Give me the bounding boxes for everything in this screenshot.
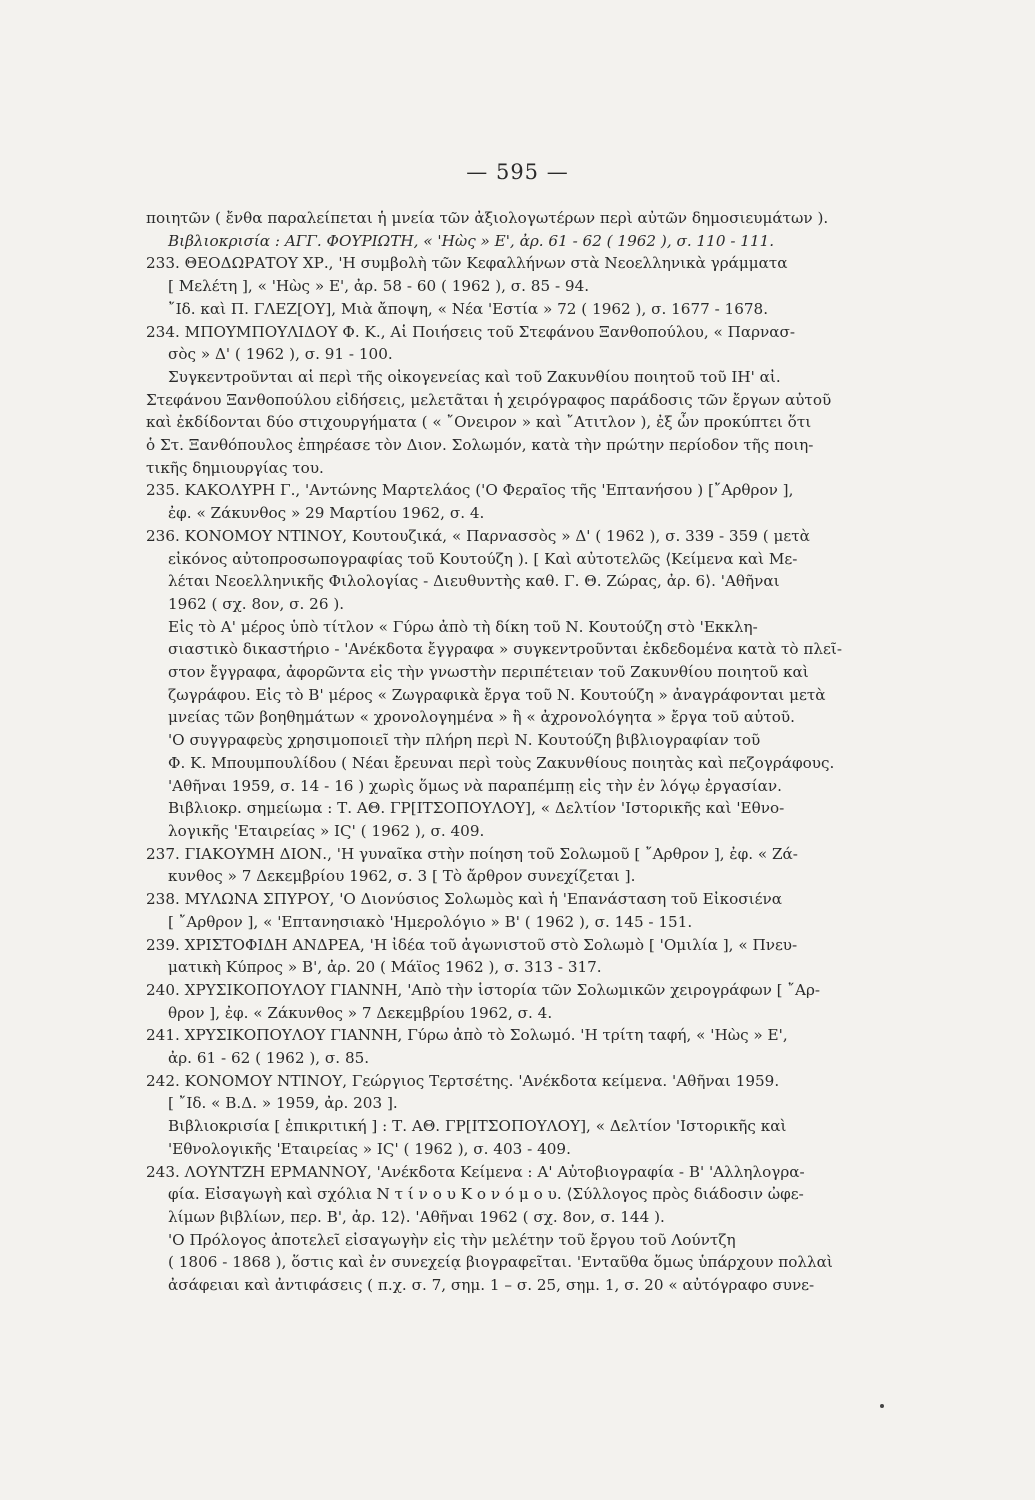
text-line: ζωγράφου. Εἰς τὸ Β' μέρος « Ζωγραφικὰ ἔργα τοῦ Ν. Κουτούζη » ἀναγράφονται μετὰ	[168, 685, 826, 704]
entry-240: 240. ΧΡΥΣΙΚΟΠΟΥΛΟΥ ΓΙΑΝΝΗ, 'Απὸ τὴν ἱστορία τῶν Σολωμικῶν χειρογράφων [ ῎Αρ-	[146, 980, 821, 999]
text-line: [ ῎Αρθρον ], « 'Επτανησιακὸ 'Ημερολόγιο » Β' ( 1962 ), σ. 145 - 151.	[168, 912, 693, 931]
text-line: Βιβλιοκρισία [ ἐπικριτική ] : Τ. ΑΘ. ΓΡ[ΙΤΣΟΠΟΥΛΟΥ], « Δελτίον 'Ιστορικῆς καὶ	[168, 1117, 787, 1136]
entry-242: 242. ΚΟΝΟΜΟΥ ΝΤΙΝΟΥ, Γεώργιος Τερτσέτης. 'Ανέκδοτα κείμενα. 'Αθῆναι 1959.	[146, 1071, 780, 1090]
text-line: λίμων βιβλίων, περ. Β', ἀρ. 12⟩. 'Αθῆναι 1962 ( σχ. 8ον, σ. 144 ).	[168, 1207, 665, 1226]
text-line: λογικῆς 'Εταιρείας » ΙϚ' ( 1962 ), σ. 409.	[168, 821, 485, 840]
text-line: μνείας τῶν βοηθημάτων « χρονολογημένα » ἢ « ἀχρονολόγητα » ἔργα τοῦ αὐτοῦ.	[168, 708, 795, 727]
text-line: ( 1806 - 1868 ), ὅστις καὶ ἐν συνεχείᾳ βιογραφεῖται. 'Ενταῦθα ὅμως ὑπάρχουν πολλαὶ	[168, 1253, 833, 1272]
entry-233: 233. ΘΕΟΔΩΡΑΤΟΥ ΧΡ., 'Η συμβολὴ τῶν Κεφαλλήνων στὰ Νεοελληνικὰ γράμματα	[146, 254, 788, 273]
text-line: [ Μελέτη ], « 'Ηὼς » Ε', ἀρ. 58 - 60 ( 1962 ), σ. 85 - 94.	[168, 277, 590, 296]
text-line: σὸς » Δ' ( 1962 ), σ. 91 - 100.	[168, 345, 393, 364]
entry-235: 235. ΚΑΚΟΛΥΡΗ Γ., 'Αντώνης Μαρτελάος ('Ο Φεραῖος τῆς 'Επτανήσου ) [῎Αρθρον ],	[146, 481, 794, 500]
text-line: Στεφάνου Ξανθοπούλου εἰδήσεις, μελετᾶται ἡ χειρόγραφος παράδοσις τῶν ἔργων αὐτοῦ	[146, 390, 832, 409]
entry-238: 238. ΜΥΛΩΝΑ ΣΠΥΡΟΥ, 'Ο Διονύσιος Σολωμὸς καὶ ἡ 'Επανάσταση τοῦ Εἰκοσιένα	[146, 890, 782, 909]
text-line: Συγκεντροῦνται αἱ περὶ τῆς οἰκογενείας καὶ τοῦ Ζακυνθίου ποιητοῦ τοῦ ΙΗ' αἰ.	[168, 367, 781, 386]
text-line: λέται Νεοελληνικῆς Φιλολογίας - Διευθυντὴς καθ. Γ. Θ. Ζώρας, ἀρ. 6⟩. 'Αθῆναι	[168, 572, 780, 591]
entry-237: 237. ΓΙΑΚΟΥΜΗ ΔΙΟΝ., 'Η γυναῖκα στὴν ποίηση τοῦ Σολωμοῦ [ ῎Αρθρον ], ἐφ. « Ζά-	[146, 844, 798, 863]
ink-speck	[880, 1404, 884, 1408]
text-line: ματικὴ Κύπρος » Β', ἀρ. 20 ( Μάϊος 1962 ), σ. 313 - 317.	[168, 958, 602, 977]
text-line: 'Ο συγγραφεὺς χρησιμοποιεῖ τὴν πλήρη περὶ Ν. Κουτούζη βιβλιογραφίαν τοῦ	[168, 731, 761, 750]
text-line: σιαστικὸ δικαστήριο - 'Ανέκδοτα ἔγγραφα » συγκεντροῦνται ἐκδεδομένα κατὰ τὸ πλεῖ-	[168, 640, 842, 659]
text-line: ἀρ. 61 - 62 ( 1962 ), σ. 85.	[168, 1049, 370, 1068]
entry-239: 239. ΧΡΙΣΤΟΦΙΔΗ ΑΝΔΡΕΑ, 'Η ἰδέα τοῦ ἀγωνιστοῦ στὸ Σολωμὸ [ 'Ομιλία ], « Πνευ-	[146, 935, 798, 954]
text-line: ὁ Στ. Ξανθόπουλος ἐπηρέασε τὸν Διον. Σολωμόν, κατὰ τὴν πρώτην περίοδον τῆς ποιη-	[146, 436, 814, 455]
text-line: τικῆς δημιουργίας του.	[146, 458, 324, 477]
text-line: καὶ ἐκδίδονται δύο στιχουργήματα ( « ῎Ονειρον » καὶ ῎Ατιτλον ), ἐξ ὧν προκύπτει ὅτι	[146, 413, 812, 432]
text-line: Εἰς τὸ Α' μέρος ὑπὸ τίτλον « Γύρω ἀπὸ τὴ δίκη τοῦ Ν. Κουτούζη στὸ 'Εκκλη-	[168, 617, 758, 636]
text-line: [ ῎Ιδ. « Β.Δ. » 1959, ἀρ. 203 ].	[168, 1094, 398, 1113]
text-line: Βιβλιοκρισία : ΑΓΓ. ΦΟΥΡΙΩΤΗ, « 'Ηὼς » Ε', ἀρ. 61 - 62 ( 1962 ), σ. 110 - 111.	[168, 231, 775, 250]
text-line: στον ἔγγραφα, ἀφορῶντα εἰς τὴν γνωστὴν περιπέτειαν τοῦ Ζακυνθίου ποιητοῦ καὶ	[168, 663, 809, 682]
text-line: 'Εθνολογικῆς 'Εταιρείας » ΙϚ' ( 1962 ), σ. 403 - 409.	[168, 1139, 571, 1158]
text-line: Φ. Κ. Μπουμπουλίδου ( Νέαι ἔρευναι περὶ τοὺς Ζακυνθίους ποιητὰς καὶ πεζογράφους.	[168, 753, 835, 772]
text-line: 1962 ( σχ. 8ον, σ. 26 ).	[168, 594, 345, 613]
text-line: εἰκόνος αὐτοπροσωπογραφίας τοῦ Κουτούζη ). [ Καὶ αὐτοτελῶς ⟨Κείμενα καὶ Με-	[168, 549, 798, 568]
text-line: ποιητῶν ( ἔνθα παραλείπεται ἡ μνεία τῶν ἀξιολογωτέρων περὶ αὐτῶν δημοσιευμάτων ).	[146, 209, 829, 227]
entry-243: 243. ΛΟΥΝΤΖΗ ΕΡΜΑΝΝΟΥ, 'Ανέκδοτα Κείμενα : Α' Αὐτοβιογραφία - Β' 'Αλληλογρα-	[146, 1162, 805, 1181]
text-line: 'Αθῆναι 1959, σ. 14 - 16 ) χωρὶς ὅμως νὰ παραπέμπῃ εἰς τὴν ἐν λόγῳ ἐργασίαν.	[168, 776, 782, 795]
entry-241: 241. ΧΡΥΣΙΚΟΠΟΥΛΟΥ ΓΙΑΝΝΗ, Γύρω ἀπὸ τὸ Σολωμό. 'Η τρίτη ταφή, « 'Ηὼς » Ε',	[146, 1026, 788, 1045]
page-number: — 595 —	[466, 160, 569, 184]
bibliography-text	[146, 207, 846, 1297]
entry-234: 234. ΜΠΟΥΜΠΟΥΛΙΔΟΥ Φ. Κ., Αἱ Ποιήσεις τοῦ Στεφάνου Ξανθοπούλου, « Παρνασ-	[146, 322, 796, 341]
text-line: ῎Ιδ. καὶ Π. ΓΛΕΖ[ΟΥ], Μιὰ ἄποψη, « Νέα 'Εστία » 72 ( 1962 ), σ. 1677 - 1678.	[168, 299, 769, 318]
text-line: ἀσάφειαι καὶ ἀντιφάσεις ( π.χ. σ. 7, σημ. 1 – σ. 25, σημ. 1, σ. 20 « αὐτόγραφο συνε-	[168, 1276, 815, 1295]
text-line: ἐφ. « Ζάκυνθος » 29 Μαρτίου 1962, σ. 4.	[168, 504, 485, 523]
text-line: φία. Εἰσαγωγὴ καὶ σχόλια Ν τ ί ν ο υ Κ ο ν ό μ ο υ. ⟨Σύλλογος πρὸς διάδοσιν ὠφε-	[168, 1185, 804, 1204]
text-line: 'Ο Πρόλογος ἀποτελεῖ εἰσαγωγὴν εἰς τὴν μελέτην τοῦ ἔργου τοῦ Λούντζη	[168, 1230, 736, 1249]
text-line: θρον ], ἐφ. « Ζάκυνθος » 7 Δεκεμβρίου 1962, σ. 4.	[168, 1003, 553, 1022]
text-line: κυνθος » 7 Δεκεμβρίου 1962, σ. 3 [ Τὸ ἄρθρον συνεχίζεται ].	[168, 867, 636, 886]
entry-236: 236. ΚΟΝΟΜΟΥ ΝΤΙΝΟΥ, Κουτουζικά, « Παρνασσὸς » Δ' ( 1962 ), σ. 339 - 359 ( μετὰ	[146, 526, 810, 545]
text-line: Βιβλιοκρ. σημείωμα : Τ. ΑΘ. ΓΡ[ΙΤΣΟΠΟΥΛΟΥ], « Δελτίον 'Ιστορικῆς καὶ 'Εθνο-	[168, 799, 785, 818]
